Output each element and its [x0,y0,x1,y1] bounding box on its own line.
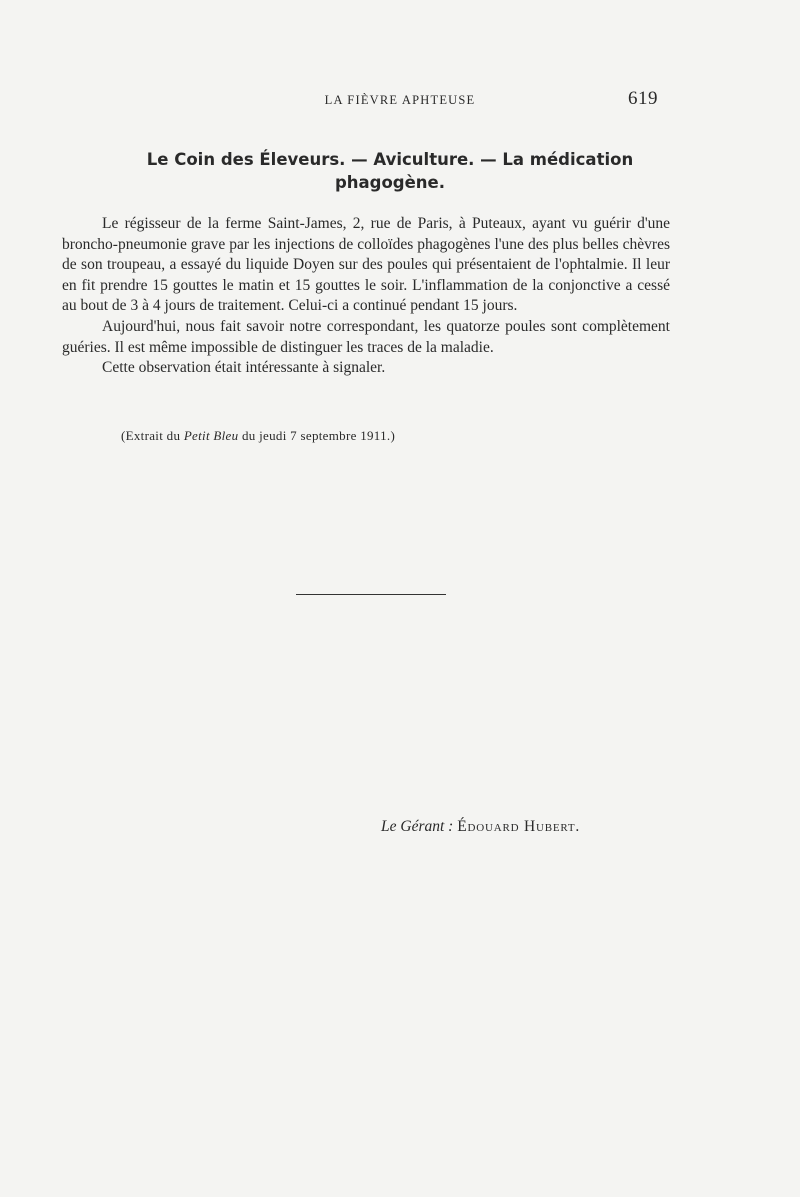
signature [381,818,580,836]
citation-suffix: du jeudi 7 septembre 1911.) [238,428,396,443]
running-title: LA FIÈVRE APHTEUSE [324,93,476,107]
page-number: 619 [628,88,658,109]
article-body [62,214,670,379]
paragraph-1: Le régisseur de la ferme Saint-James, 2, rue de Paris, à Puteaux, ayant vu guérir d'une broncho-pneumonie grave par les injections de colloïdes phagogènes l'une des plus belles chèvres de son troupeau, a essayé du liquide Doyen sur des poules qui présentaient de l'ophtalmie. Il leur en fit prendre 15 gouttes le matin et 15 gouttes le soir. L'inflammation de la conjonctive a cessé au bout de 3 à 4 jours de traitement. Celui-ci a continué pendant 15 jours. [62,215,670,315]
citation [121,428,395,444]
paragraph-3: Cette observation était intéressante à signaler. [102,359,386,377]
section-divider [296,594,446,595]
article-title-line-2: phagogène. [334,173,446,192]
article-title-line-1: Le Coin des Éleveurs. — Aviculture. — La médication [146,150,634,169]
citation-source: Petit Bleu [183,428,239,443]
paragraph-2: Aujourd'hui, nous fait savoir notre correspondant, les quatorze poules sont complètement guéries. Il est même impossible de distinguer les traces de la maladie. [62,317,670,356]
citation-prefix: (Extrait du [121,428,184,443]
signature-label: Le Gérant : [381,818,454,835]
signature-name: Édouard Hubert. [457,818,581,835]
article-title [100,148,680,194]
